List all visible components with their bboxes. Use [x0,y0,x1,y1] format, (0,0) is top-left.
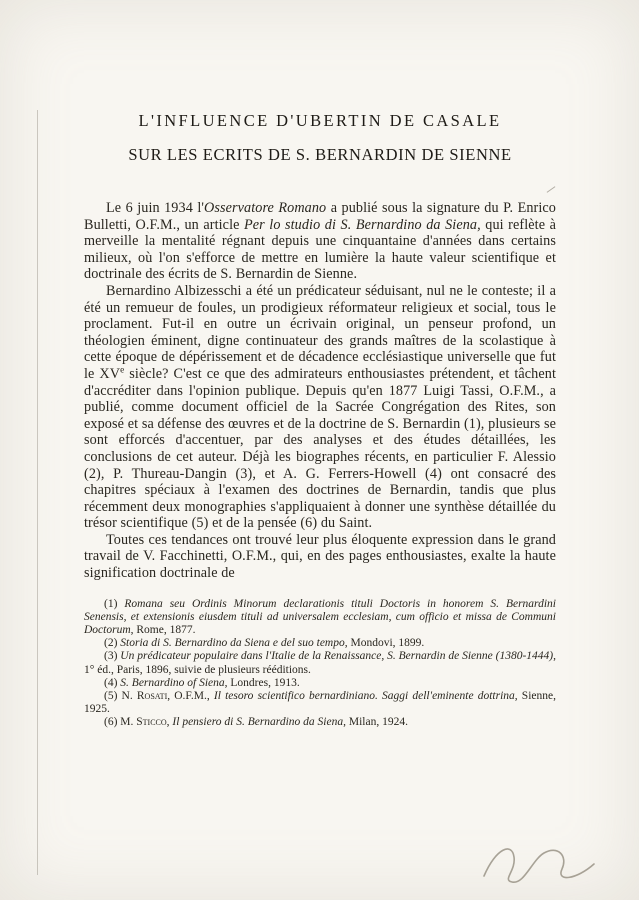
footnote [84,637,556,650]
smallcaps-text-run: Rosati [136,690,168,703]
text-run: Bernardino Albizesschi a été un prédicateur séduisant, nul ne le conteste; il a été un remueur de foules, un prodigieux réformateur religieux et social, tous le proclament. Fut-il en outre un écrivain original, un penseur profond, un théologien éminent, digne continuateur des grands maîtres de la scolastique à cette époque de dépérissement et de décadence ecclésiastique universelle que fut le XV [84,282,556,382]
italic-text-run: Il pensiero di S. Bernardino da Siena [172,716,344,729]
text-run: siècle? C'est ce que des admirateurs enthousiastes prétendent, et tâchent d'accréditer dans l'opinion publique. Depuis qu'en 1877 Luigi Tassi, O.F.M., a publié, comme document officiel de la Sacrée Congrégation des Rites, son exposé et sa défense des œuvres et de la doctrine de S. Bernardin (1), plusieurs se sont efforcés d'accentuer, par des analyses et des études détaillées, les conclusions de cet auteur. Déjà les biographes récents, en particulier F. Alessio (2), P. Thureau-Dangin (3), et A. G. Ferrers-Howell (4) ont consacré des chapitres spéciaux à l'examen des doctrines de Bernardin, tandis que plus récemment deux monographies s'appliquaient à donner une synthèse détaillée du trésor scientifique (5) et de la pensée (6) du Saint. [84,365,556,532]
text-run: , Rome, 1877. [130,624,196,637]
footnote [84,650,556,676]
paragraph [84,532,556,582]
footnote-number: (5) N. [104,690,137,703]
italic-text-run: Romana seu Ordinis Minorum declarationis tituli Doctoris in honorem S. Bernardini Senensis, et extensionis eiusdem tituli ad universalem ecclesiam, cum officio et missa de Communi Doctorum [84,597,556,637]
italic-text-run: Per lo studio di S. Bernardino da Siena, [244,216,481,233]
footnote-number: (1) [104,597,125,610]
superscript-run: e [120,364,125,375]
text-run: a publié sous la signature du P. Enrico Bulletti, O.F.M., un article [84,200,556,233]
footnote [84,716,556,729]
footnote-number: (3) [104,650,121,663]
footnote-number: (4) [104,676,121,689]
scan-edge-line [37,110,38,875]
italic-text-run: Storia di S. Bernardino da Siena e del suo tempo [120,637,345,650]
handwritten-mark [476,830,606,892]
footnote-number: (2) [104,637,121,650]
footnote-number: (6) M. [104,716,137,729]
title-line-2: SUR LES ECRITS DE S. BERNARDIN DE SIENNE [128,145,512,164]
footnotes-section [84,598,556,730]
text-run: , 1° éd., Paris, 1896, suivie de plusieurs rééditions. [84,650,556,676]
italic-text-run: Osservatore Romano [204,200,327,216]
page-content [84,0,556,730]
paragraph [84,283,556,532]
italic-text-run: Un prédicateur populaire dans l'Italie de la Renaissance, S. Bernardin de Sienne (1380-1444) [120,650,554,663]
article-body [84,200,556,582]
text-run: , Sienne, 1925. [84,690,556,716]
text-run: , [166,716,173,729]
italic-text-run: Il tesoro scientifico bernardiniano. Saggi dell'eminente dottrina [213,690,515,703]
footnote [84,677,556,690]
title-line-1: L'INFLUENCE D'UBERTIN DE CASALE [138,111,502,130]
article-title [84,104,556,172]
footnote [84,598,556,638]
paragraph [84,200,556,283]
text-run: qui reflète à merveille la mentalité régnant depuis une cinquantaine d'années dans certains milieux, où l'on s'efforce de mettre en lumière la haute valeur scientifique et doctrinale des écrits de S. Bernardin de Sienne. [84,216,556,283]
footnote [84,690,556,716]
smallcaps-text-run: Sticco [136,716,167,729]
text-run: , Londres, 1913. [224,676,300,689]
text-run: Le 6 juin 1934 l' [106,200,205,216]
text-run: , O.F.M., [167,690,214,703]
text-run: Toutes ces tendances ont trouvé leur plus éloquente expression dans le grand travail de V. Facchinetti, O.F.M., qui, en des pages enthousiastes, exalte la haute signification doctrinale de [84,531,556,582]
text-run: , Mondovi, 1899. [344,637,425,650]
text-run: , Milan, 1924. [343,716,408,729]
italic-text-run: S. Bernardino of Siena [120,676,225,689]
